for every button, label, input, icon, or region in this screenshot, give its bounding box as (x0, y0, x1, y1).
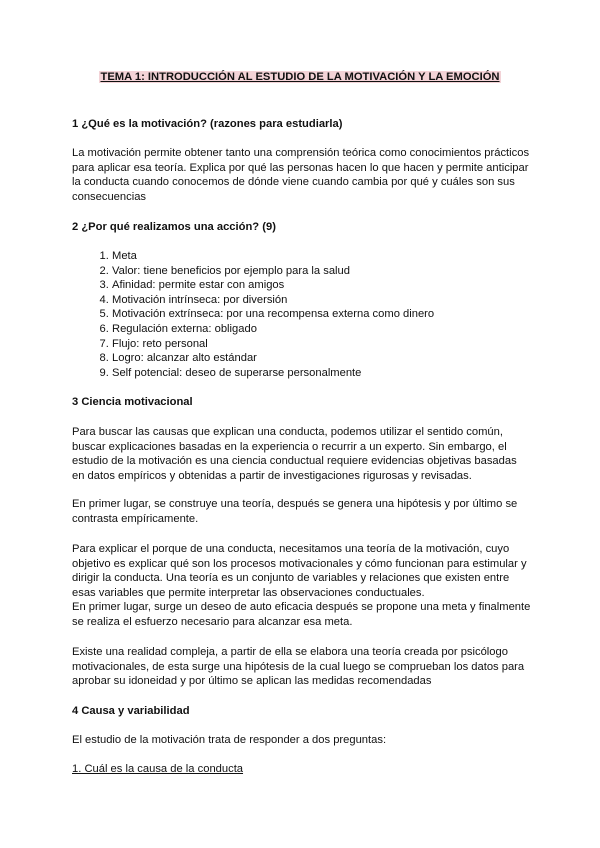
section-3-paragraph-1: Para buscar las causas que explican una conducta, podemos utilizar el sentido común, buscar explicaciones basadas en la experiencia o recurrir a un experto. Sin embargo, el estudio de la motivación es una ciencia conductual requiere evidencias objetivas basadas en datos empíricos y obtenidas a partir de investigaciones rigurosas y revisadas. (72, 426, 517, 482)
section-1-heading: 1 ¿Qué es la motivación? (razones para estudiarla) (72, 118, 343, 130)
section-4-heading: 4 Causa y variabilidad (72, 705, 190, 717)
section-3-paragraph-3: Para explicar el porque de una conducta, necesitamos una teoría de la motivación, cuyo objetivo es explicar qué son los procesos motivacionales y cómo funcionan para estimular y dirigir la conducta. Una teoría es un conjunto de variables y relaciones que existen entre esas variables que permite interpretar las observaciones conductuales. (72, 543, 527, 599)
reasons-list (72, 249, 552, 380)
list-item: 4. Motivación intrínseca: por diversión (112, 293, 552, 308)
section-3-paragraph-5: Existe una realidad compleja, a partir de ella se elabora una teoría creada por psicólogo motivacionales, de esta surge una hipótesis de la cual luego se comprueban los datos para aprobar su idoneidad y por último se aplican las medidas recomendadas (72, 646, 525, 688)
list-item: 2. Valor: tiene beneficios por ejemplo para la salud (112, 264, 552, 279)
list-item: 9. Self potencial: deseo de superarse personalmente (112, 366, 552, 381)
section-3-heading: 3 Ciencia motivacional (72, 396, 193, 408)
section-4-subheading: 1. Cuál es la causa de la conducta (72, 763, 244, 775)
list-item: 1. Meta (112, 249, 552, 264)
list-item: 3. Afinidad: permite estar con amigos (112, 278, 552, 293)
section-4-paragraph: El estudio de la motivación trata de responder a dos preguntas: (72, 734, 387, 746)
section-3-paragraph-4: En primer lugar, surge un deseo de auto eficacia después se propone una meta y finalmente se realiza el esfuerzo necesario para alcanzar esa meta. (72, 601, 531, 628)
list-item: 5. Motivación extrínseca: por una recompensa externa como dinero (112, 307, 552, 322)
list-item: 8. Logro: alcanzar alto estándar (112, 351, 552, 366)
section-2-heading: 2 ¿Por qué realizamos una acción? (9) (72, 221, 276, 233)
document-title (0, 70, 600, 85)
section-1-paragraph: La motivación permite obtener tanto una comprensión teórica como conocimientos prácticos para aplicar esa teoría. Explica por qué las personas hacen lo que hacen y permite anticipar la conducta cuando conocemos de dónde viene cuando cambia por qué y cuáles son sus consecuencias (72, 147, 530, 203)
list-item: 6. Regulación externa: obligado (112, 322, 552, 337)
section-3-paragraph-2: En primer lugar, se construye una teoría, después se genera una hipótesis y por último se contrasta empíricamente. (72, 498, 518, 525)
document-title-text: TEMA 1: INTRODUCCIÓN AL ESTUDIO DE LA MOTIVACIÓN Y LA EMOCIÓN (100, 71, 500, 83)
list-item: 7. Flujo: reto personal (112, 337, 552, 352)
